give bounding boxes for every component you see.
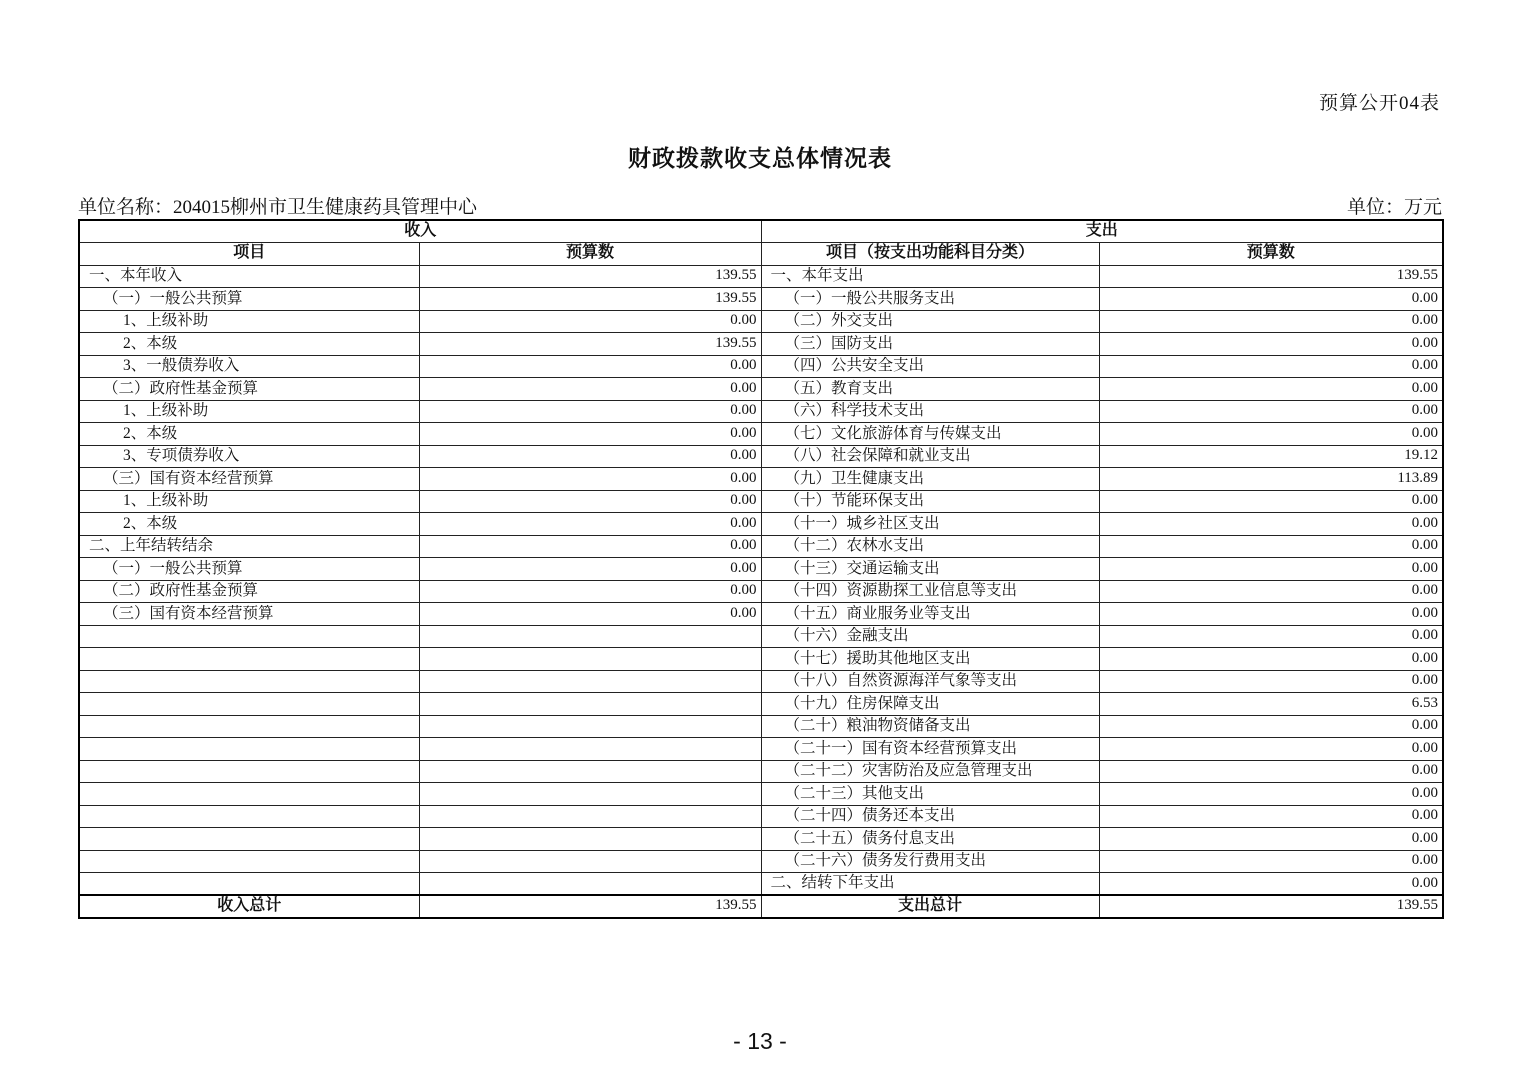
- expense-item-label: （十六）金融支出: [761, 625, 1099, 648]
- income-item-value: [419, 760, 761, 783]
- table-row: [79, 760, 1443, 783]
- expense-item-value: 0.00: [1099, 738, 1443, 761]
- income-item-label: 1、上级补助: [79, 400, 419, 423]
- expense-item-label: （十一）城乡社区支出: [761, 513, 1099, 536]
- table-row: [79, 715, 1443, 738]
- expense-item-value: 0.00: [1099, 580, 1443, 603]
- expense-item-label: （三）国防支出: [761, 333, 1099, 356]
- expense-item-value: 19.12: [1099, 445, 1443, 468]
- income-item-value: 0.00: [419, 445, 761, 468]
- income-item-label: （一）一般公共预算: [79, 288, 419, 311]
- expense-item-label: （十八）自然资源海洋气象等支出: [761, 670, 1099, 693]
- expense-item-value: 113.89: [1099, 468, 1443, 491]
- expense-item-label: （十三）交通运输支出: [761, 558, 1099, 581]
- income-item-label: [79, 873, 419, 896]
- expense-item-label: （四）公共安全支出: [761, 355, 1099, 378]
- income-item-value: [419, 625, 761, 648]
- expense-item-value: 0.00: [1099, 288, 1443, 311]
- expense-item-value: 0.00: [1099, 558, 1443, 581]
- expense-item-label: （二十二）灾害防治及应急管理支出: [761, 760, 1099, 783]
- income-item-label: 二、上年结转结余: [79, 535, 419, 558]
- expense-item-label: （八）社会保障和就业支出: [761, 445, 1099, 468]
- table-row: [79, 603, 1443, 626]
- income-item-value: [419, 693, 761, 716]
- income-item-value: 0.00: [419, 558, 761, 581]
- income-item-value: [419, 670, 761, 693]
- table-row: [79, 580, 1443, 603]
- expense-item-value: 0.00: [1099, 828, 1443, 851]
- table-row: [79, 423, 1443, 446]
- income-item-label: [79, 805, 419, 828]
- expense-item-value: 0.00: [1099, 670, 1443, 693]
- income-item-label: [79, 828, 419, 851]
- expense-item-value: 0.00: [1099, 625, 1443, 648]
- table-row: [79, 490, 1443, 513]
- income-item-label: [79, 760, 419, 783]
- income-item-label: 一、本年收入: [79, 265, 419, 288]
- income-item-label: 2、本级: [79, 333, 419, 356]
- income-item-label: [79, 625, 419, 648]
- income-item-label: 1、上级补助: [79, 490, 419, 513]
- income-item-value: 0.00: [419, 468, 761, 491]
- table-row: [79, 445, 1443, 468]
- expense-item-label: （二十四）债务还本支出: [761, 805, 1099, 828]
- table-row: [79, 670, 1443, 693]
- income-item-value: [419, 738, 761, 761]
- table-row: [79, 783, 1443, 806]
- expense-item-value: 0.00: [1099, 760, 1443, 783]
- expense-item-label: 一、本年支出: [761, 265, 1099, 288]
- expense-item-value: 0.00: [1099, 648, 1443, 671]
- income-item-value: 0.00: [419, 400, 761, 423]
- table-row: [79, 310, 1443, 333]
- table-row: [79, 895, 1443, 918]
- table-row: [79, 513, 1443, 536]
- meta-row: [78, 192, 1442, 219]
- income-item-value: 139.55: [419, 895, 761, 918]
- table-row: [79, 828, 1443, 851]
- column-header-income-item: 项目: [79, 243, 419, 266]
- expense-item-label: （十二）农林水支出: [761, 535, 1099, 558]
- income-item-value: 0.00: [419, 603, 761, 626]
- income-item-value: [419, 850, 761, 873]
- expense-item-label: （二十一）国有资本经营预算支出: [761, 738, 1099, 761]
- expense-item-value: 139.55: [1099, 895, 1443, 918]
- table-row: [79, 333, 1443, 356]
- column-header-row: [79, 243, 1443, 266]
- income-item-value: 0.00: [419, 310, 761, 333]
- expense-item-label: （六）科学技术支出: [761, 400, 1099, 423]
- expense-item-label: 支出总计: [761, 895, 1099, 918]
- expense-item-value: 0.00: [1099, 355, 1443, 378]
- expense-item-value: 0.00: [1099, 873, 1443, 896]
- expense-item-value: 0.00: [1099, 310, 1443, 333]
- expense-item-value: 6.53: [1099, 693, 1443, 716]
- expense-item-value: 0.00: [1099, 535, 1443, 558]
- income-item-label: [79, 670, 419, 693]
- expense-section-header: 支出: [761, 220, 1443, 243]
- column-header-income-budget: 预算数: [419, 243, 761, 266]
- expense-item-label: （十）节能环保支出: [761, 490, 1099, 513]
- table-row: [79, 805, 1443, 828]
- expense-item-label: （一）一般公共服务支出: [761, 288, 1099, 311]
- expense-item-value: 0.00: [1099, 715, 1443, 738]
- income-item-label: 3、专项债券收入: [79, 445, 419, 468]
- expense-item-label: （二十六）债务发行费用支出: [761, 850, 1099, 873]
- page-title: 财政拨款收支总体情况表: [628, 146, 892, 171]
- income-item-value: 139.55: [419, 288, 761, 311]
- income-item-label: 3、一般债券收入: [79, 355, 419, 378]
- income-item-label: [79, 738, 419, 761]
- expense-item-label: 二、结转下年支出: [761, 873, 1099, 896]
- page-number: - 13 -: [733, 1028, 787, 1054]
- table-row: [79, 693, 1443, 716]
- income-item-label: 2、本级: [79, 423, 419, 446]
- expense-item-label: （九）卫生健康支出: [761, 468, 1099, 491]
- income-item-value: [419, 648, 761, 671]
- expense-item-label: （二十三）其他支出: [761, 783, 1099, 806]
- income-item-label: [79, 693, 419, 716]
- expense-item-label: （十四）资源勘探工业信息等支出: [761, 580, 1099, 603]
- expense-item-value: 0.00: [1099, 423, 1443, 446]
- income-item-value: [419, 783, 761, 806]
- income-item-label: 1、上级补助: [79, 310, 419, 333]
- income-item-label: （三）国有资本经营预算: [79, 603, 419, 626]
- income-item-label: [79, 715, 419, 738]
- expense-item-value: 0.00: [1099, 490, 1443, 513]
- table-row: [79, 625, 1443, 648]
- income-item-value: 139.55: [419, 265, 761, 288]
- expense-item-value: 139.55: [1099, 265, 1443, 288]
- table-row: [79, 378, 1443, 401]
- income-item-label: [79, 850, 419, 873]
- table-row: [79, 850, 1443, 873]
- column-header-expense-item: 项目（按支出功能科目分类）: [761, 243, 1099, 266]
- org-name: 单位名称：204015柳州市卫生健康药具管理中心: [78, 197, 478, 218]
- income-item-value: 0.00: [419, 423, 761, 446]
- income-item-value: [419, 805, 761, 828]
- expense-item-label: （二十五）债务付息支出: [761, 828, 1099, 851]
- table-row: [79, 288, 1443, 311]
- income-item-label: （一）一般公共预算: [79, 558, 419, 581]
- column-header-expense-budget: 预算数: [1099, 243, 1443, 266]
- income-item-label: 2、本级: [79, 513, 419, 536]
- table-row: [79, 468, 1443, 491]
- table-row: [79, 738, 1443, 761]
- table-row: [79, 355, 1443, 378]
- table-row: [79, 265, 1443, 288]
- table-row: [79, 648, 1443, 671]
- expense-item-label: （二十）粮油物资储备支出: [761, 715, 1099, 738]
- income-item-label: （三）国有资本经营预算: [79, 468, 419, 491]
- income-item-label: （二）政府性基金预算: [79, 378, 419, 401]
- table-row: [79, 558, 1443, 581]
- income-item-value: 0.00: [419, 513, 761, 536]
- expense-item-value: 0.00: [1099, 783, 1443, 806]
- table-row: [79, 873, 1443, 896]
- expense-item-value: 0.00: [1099, 513, 1443, 536]
- income-item-value: 139.55: [419, 333, 761, 356]
- income-section-header: 收入: [79, 220, 761, 243]
- income-item-label: [79, 783, 419, 806]
- expense-item-value: 0.00: [1099, 378, 1443, 401]
- income-item-label: 收入总计: [79, 895, 419, 918]
- table-body: [79, 265, 1443, 918]
- income-item-label: [79, 648, 419, 671]
- expense-item-label: （五）教育支出: [761, 378, 1099, 401]
- doc-label: 预算公开04表: [1318, 93, 1440, 114]
- budget-table: [78, 219, 1444, 919]
- income-item-value: [419, 828, 761, 851]
- income-item-value: 0.00: [419, 580, 761, 603]
- expense-item-value: 0.00: [1099, 850, 1443, 873]
- expense-item-label: （十九）住房保障支出: [761, 693, 1099, 716]
- income-item-value: 0.00: [419, 535, 761, 558]
- income-item-label: （二）政府性基金预算: [79, 580, 419, 603]
- income-item-value: 0.00: [419, 490, 761, 513]
- income-item-value: 0.00: [419, 378, 761, 401]
- expense-item-label: （七）文化旅游体育与传媒支出: [761, 423, 1099, 446]
- expense-item-value: 0.00: [1099, 333, 1443, 356]
- expense-item-label: （二）外交支出: [761, 310, 1099, 333]
- table-row: [79, 400, 1443, 423]
- unit-label: 单位：万元: [1346, 197, 1442, 218]
- expense-item-value: 0.00: [1099, 400, 1443, 423]
- income-item-value: 0.00: [419, 355, 761, 378]
- income-item-value: [419, 715, 761, 738]
- section-header-row: [79, 220, 1443, 243]
- expense-item-label: （十七）援助其他地区支出: [761, 648, 1099, 671]
- expense-item-value: 0.00: [1099, 805, 1443, 828]
- income-item-value: [419, 873, 761, 896]
- table-row: [79, 535, 1443, 558]
- expense-item-label: （十五）商业服务业等支出: [761, 603, 1099, 626]
- expense-item-value: 0.00: [1099, 603, 1443, 626]
